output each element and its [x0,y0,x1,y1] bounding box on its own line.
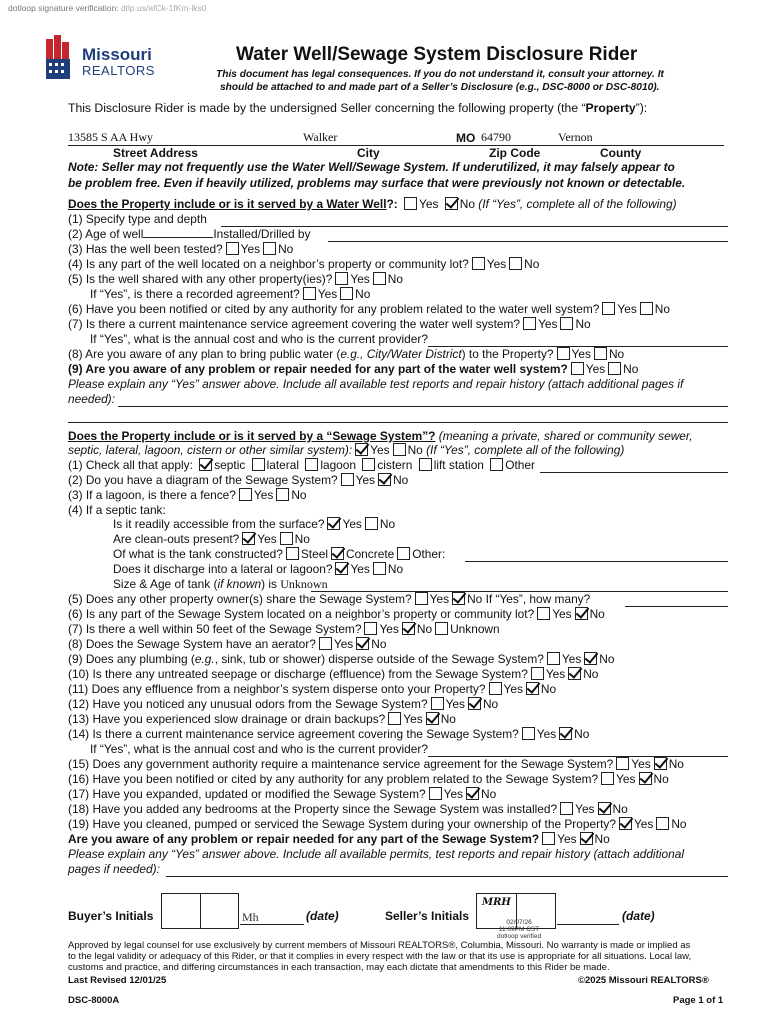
material-concrete-checkbox[interactable] [331,547,344,560]
note-line-2: be problem free. Even if heavily utilized, problems may surface that were previously not known or detectable. [68,176,686,190]
well-driller-field[interactable] [328,241,728,242]
sewage-explain-1: Please explain any “Yes” answer above. Include all available permits, test reports and repair history (attach additional [68,847,685,861]
well-q4-yes[interactable] [472,257,485,270]
sewage-q18-no[interactable] [598,802,611,815]
form-number: DSC-8000A [68,995,120,1006]
dotloop-stamp: 02/07/26 11:09PM CST dotloop verified [497,919,542,940]
city-value[interactable]: Walker [303,130,338,144]
verification-label: dotloop signature verification: [8,3,119,13]
sewage-q15-no[interactable] [654,757,667,770]
well-q5: (5) Is the well shared with any other property(ies)? Yes No [68,272,403,286]
sewage-q10-no[interactable] [568,667,581,680]
sewage-q8-no[interactable] [356,637,369,650]
intro-text: This Disclosure Rider is made by the undersigned Seller concerning the following property (the “Property”): [68,101,648,115]
state-value: MO [456,131,476,145]
sewage-no-checkbox[interactable] [393,443,406,456]
missouri-realtors-logo [44,33,164,81]
sewage-q9: (9) Does any plumbing (e.g., sink, tub or shower) disperse outside of the Sewage System? Yes No [68,652,615,666]
tank-size-value[interactable]: Unknown [280,577,328,591]
sewage-q3-yes[interactable] [239,488,252,501]
sewage-q11-no[interactable] [526,682,539,695]
sewage-explain-2: pages if needed): [68,862,160,876]
sewage-q6-yes[interactable] [537,607,550,620]
sewage-q9-yes[interactable] [547,652,560,665]
sewage-q16-yes[interactable] [601,772,614,785]
sewage-q19-no[interactable] [656,817,669,830]
sewage-q12: (12) Have you noticed any unusual odors from the Sewage System? Yes No [68,697,499,711]
sewage-q4a-yes[interactable] [327,517,340,530]
well-q7b: If “Yes”, what is the annual cost and who is the current provider? [90,332,428,346]
well-q7-no[interactable] [560,317,573,330]
sewage-q5: (5) Does any other property owner(s) share the Sewage System? Yes No If “Yes”, how many? [68,592,591,606]
well-q9-no[interactable] [608,362,621,375]
county-label: County [600,146,642,160]
sewage-q20-no[interactable] [580,832,593,845]
logo-mark-icon [44,33,76,79]
well-q3: (3) Has the well been tested? Yes No [68,242,294,256]
document-title: Water Well/Sewage System Disclosure Rider [236,44,638,65]
sewage-q19: (19) Have you cleaned, pumped or serviced the Sewage System during your ownership of the Property? Yes No [68,817,687,831]
type-lateral-checkbox[interactable] [252,458,265,471]
sewage-q16: (16) Have you been notified or cited by any authority for any problem related to the Sewage System? Yes No [68,772,669,786]
sewage-q20: Are you aware of any problem or repair needed for any part of the Sewage System? Yes No [68,832,610,846]
sewage-q13: (13) Have you experienced slow drainage or drain backups? Yes No [68,712,456,726]
sewage-q18-yes[interactable] [560,802,573,815]
note-line-1: Note: Seller may not frequently use the Water Well/Sewage System. If underutilized, it may falsely appear to [68,160,675,174]
sewage-q14: (14) Is there a current maintenance service agreement covering the Sewage System? Yes No [68,727,590,741]
type-other-checkbox[interactable] [490,458,503,471]
sewage-q15: (15) Does any government authority require a maintenance service agreement for the Sewage System? Yes No [68,757,684,771]
well-q8-yes[interactable] [557,347,570,360]
sewage-q4d-no[interactable] [373,562,386,575]
material-other-checkbox[interactable] [397,547,410,560]
street-address-value[interactable]: 13585 S AA Hwy [68,130,154,144]
sewage-q16-no[interactable] [639,772,652,785]
sewage-q20-yes[interactable] [542,832,555,845]
sewage-q7-no[interactable] [402,622,415,635]
last-revised: Last Revised 12/01/25 [68,975,167,986]
signature-verification [8,3,206,13]
well-q3-no[interactable] [263,242,276,255]
well-q5b-yes[interactable] [303,287,316,300]
well-q6: (6) Have you been notified or cited by any authority for any problem related to the water well system? Yes No [68,302,670,316]
well-explain-1: Please explain any “Yes” answer above. Include all available test reports and repair history (attach additional pages if [68,377,684,391]
well-q6-yes[interactable] [602,302,615,315]
sewage-q4b-yes[interactable] [242,532,255,545]
well-question: Does the Property include or is it served by a Water Well?: Yes No (If “Yes”, complete all of the following) [68,197,677,211]
sewage-q18: (18) Have you added any bedrooms at the Property since the Sewage System was installed? Yes No [68,802,628,816]
sewage-q4d-yes[interactable] [335,562,348,575]
material-other-field[interactable] [465,561,728,562]
sewage-q4a-no[interactable] [365,517,378,530]
zip-label: Zip Code [489,146,541,160]
street-address-label: Street Address [113,146,198,160]
sewage-q13-yes[interactable] [388,712,401,725]
sewage-q10-yes[interactable] [531,667,544,680]
well-q5b-no[interactable] [340,287,353,300]
sewage-q7: (7) Is there a well within 50 feet of the Sewage System? Yes No Unknown [68,622,500,636]
sewage-yes-checkbox[interactable] [355,443,368,456]
sewage-q5b-field[interactable] [625,606,728,607]
well-q8-no[interactable] [594,347,607,360]
copyright: ©2025 Missouri REALTORS® [578,975,709,986]
buyer-date-label: (date) [306,909,339,923]
county-value[interactable]: Vernon [558,130,593,144]
buyer-initials-label: Buyer’s Initials [68,909,154,923]
sewage-question-2: septic, lateral, lagoon, cistern or other similar system): Yes No (If “Yes”, complete all of the following) [68,443,625,457]
well-explain-2: needed): [68,392,115,406]
sewage-q12-yes[interactable] [431,697,444,710]
logo-word-realtors: REALTORS [82,63,155,78]
sewage-q17-no[interactable] [466,787,479,800]
buyer-date-line [240,924,304,925]
type-lagoon-checkbox[interactable] [305,458,318,471]
zip-value[interactable]: 64790 [481,130,511,144]
logo-word-missouri: Missouri [82,45,152,64]
verification-link[interactable]: dtlp.us/afCk-1fKm-lks0 [120,3,207,13]
sewage-q7-unknown[interactable] [435,622,448,635]
sewage-q12-no[interactable] [468,697,481,710]
well-explain-field-2[interactable] [68,422,728,423]
type-septic-checkbox[interactable] [199,458,212,471]
seller-date-line [557,924,619,925]
sewage-q2: (2) Do you have a diagram of the Sewage System? Yes No [68,473,409,487]
type-other-field[interactable] [540,472,728,473]
well-q5b: If “Yes”, is there a recorded agreement? Yes No [90,287,371,301]
sewage-q11-yes[interactable] [489,682,502,695]
sewage-q14-yes[interactable] [522,727,535,740]
type-cistern-checkbox[interactable] [362,458,375,471]
subtitle-line-1: This document has legal consequences. If you do not understand it, consult your attorney. It [216,69,664,80]
well-q1: (1) Specify type and depth [68,212,207,226]
well-q4-no[interactable] [509,257,522,270]
sewage-q2-yes[interactable] [341,473,354,486]
well-no-checkbox[interactable] [445,197,458,210]
sewage-q4c: Of what is the tank constructed? Steel Concrete Other: [113,547,446,561]
footer-disclaimer-3: customs and practice, and differing circumstances in each transaction, may each dictate that amendments to this Rider be made. [68,962,610,973]
well-yes-checkbox[interactable] [404,197,417,210]
sewage-q6-no[interactable] [575,607,588,620]
well-q2: (2) Age of well Installed/Drilled by [68,227,311,241]
subtitle-line-2: should be attached to and made part of a Seller’s Disclosure (e.g., DSC-8000 or DSC-8010). [220,82,660,93]
well-q4: (4) Is any part of the well located on a neighbor’s property or community lot? Yes No [68,257,540,271]
sewage-q15-yes[interactable] [616,757,629,770]
well-q3-yes[interactable] [226,242,239,255]
sewage-q14-no[interactable] [559,727,572,740]
well-q6-no[interactable] [640,302,653,315]
page-number: Page 1 of 1 [673,995,724,1006]
sewage-q5-no[interactable] [452,592,465,605]
sewage-q4: (4) If a septic tank: [68,503,166,517]
sewage-q17: (17) Have you expanded, updated or modified the Sewage System? Yes No [68,787,497,801]
sewage-q2-no[interactable] [378,473,391,486]
sewage-q8: (8) Does the Sewage System have an aerator? Yes No [68,637,387,651]
footer-disclaimer-1: Approved by legal counsel for use exclusively by current members of Missouri REALTORS®, Columbia, Missouri. No warranty is made or implied as [68,940,691,951]
sewage-q4d: Does it discharge into a lateral or lagoon? Yes No [113,562,404,576]
sewage-question: Does the Property include or is it served by a “Sewage System”? (meaning a private, shared or community sewer, [68,429,693,443]
sewage-q14b: If “Yes”, what is the annual cost and who is the current provider? [90,742,428,756]
seller-date-label: (date) [622,909,655,923]
sewage-q17-yes[interactable] [429,787,442,800]
sewage-q13-no[interactable] [426,712,439,725]
well-explain-field[interactable] [118,406,728,407]
sewage-q4a: Is it readily accessible from the surface? Yes No [113,517,396,531]
sewage-q1: (1) Check all that apply: septic lateral lagoon cistern lift station Other [68,458,535,472]
city-label: City [357,146,380,160]
well-q5-no[interactable] [373,272,386,285]
sewage-q8-yes[interactable] [319,637,332,650]
buyer-initials-date[interactable]: Mh [242,910,259,924]
footer-disclaimer-2: to the legal validity or adequacy of this Rider, or that it complies in every respect with the law or that its use is appropriate for all situations. Local law, [68,951,692,962]
sewage-q3-no[interactable] [276,488,289,501]
material-steel-checkbox[interactable] [286,547,299,560]
sewage-q5-yes[interactable] [415,592,428,605]
sewage-q4b-no[interactable] [280,532,293,545]
buyer-box-divider [200,893,201,929]
sewage-q10: (10) Is there any untreated seepage or discharge (effluence) from the Sewage System? Yes No [68,667,599,681]
sewage-q9-no[interactable] [584,652,597,665]
sewage-q6: (6) Is any part of the Sewage System located on a neighbor’s property or community lot? Yes No [68,607,605,621]
seller-signature: MRH [482,897,511,908]
sewage-q4b: Are clean-outs present? Yes No [113,532,310,546]
sewage-q7-yes[interactable] [364,622,377,635]
well-q5-yes[interactable] [335,272,348,285]
well-q7-yes[interactable] [523,317,536,330]
sewage-explain-field[interactable] [166,876,728,877]
well-q9-yes[interactable] [571,362,584,375]
seller-initials-label: Seller’s Initials [385,909,470,923]
sewage-q3: (3) If a lagoon, is there a fence? Yes No [68,488,307,502]
well-q8: (8) Are you aware of any plan to bring public water (e.g., City/Water District) to the Property? Yes No [68,347,625,361]
sewage-q11: (11) Does any effluence from a neighbor’s system disperse onto your Property? Yes No [68,682,557,696]
sewage-q4e: Size & Age of tank (if known) is Unknown [113,577,328,591]
sewage-q19-yes[interactable] [619,817,632,830]
well-q9: (9) Are you aware of any problem or repair needed for any part of the water well system? Yes No [68,362,639,376]
well-q7: (7) Is there a current maintenance service agreement covering the water well system? Yes No [68,317,591,331]
type-lift-station-checkbox[interactable] [419,458,432,471]
